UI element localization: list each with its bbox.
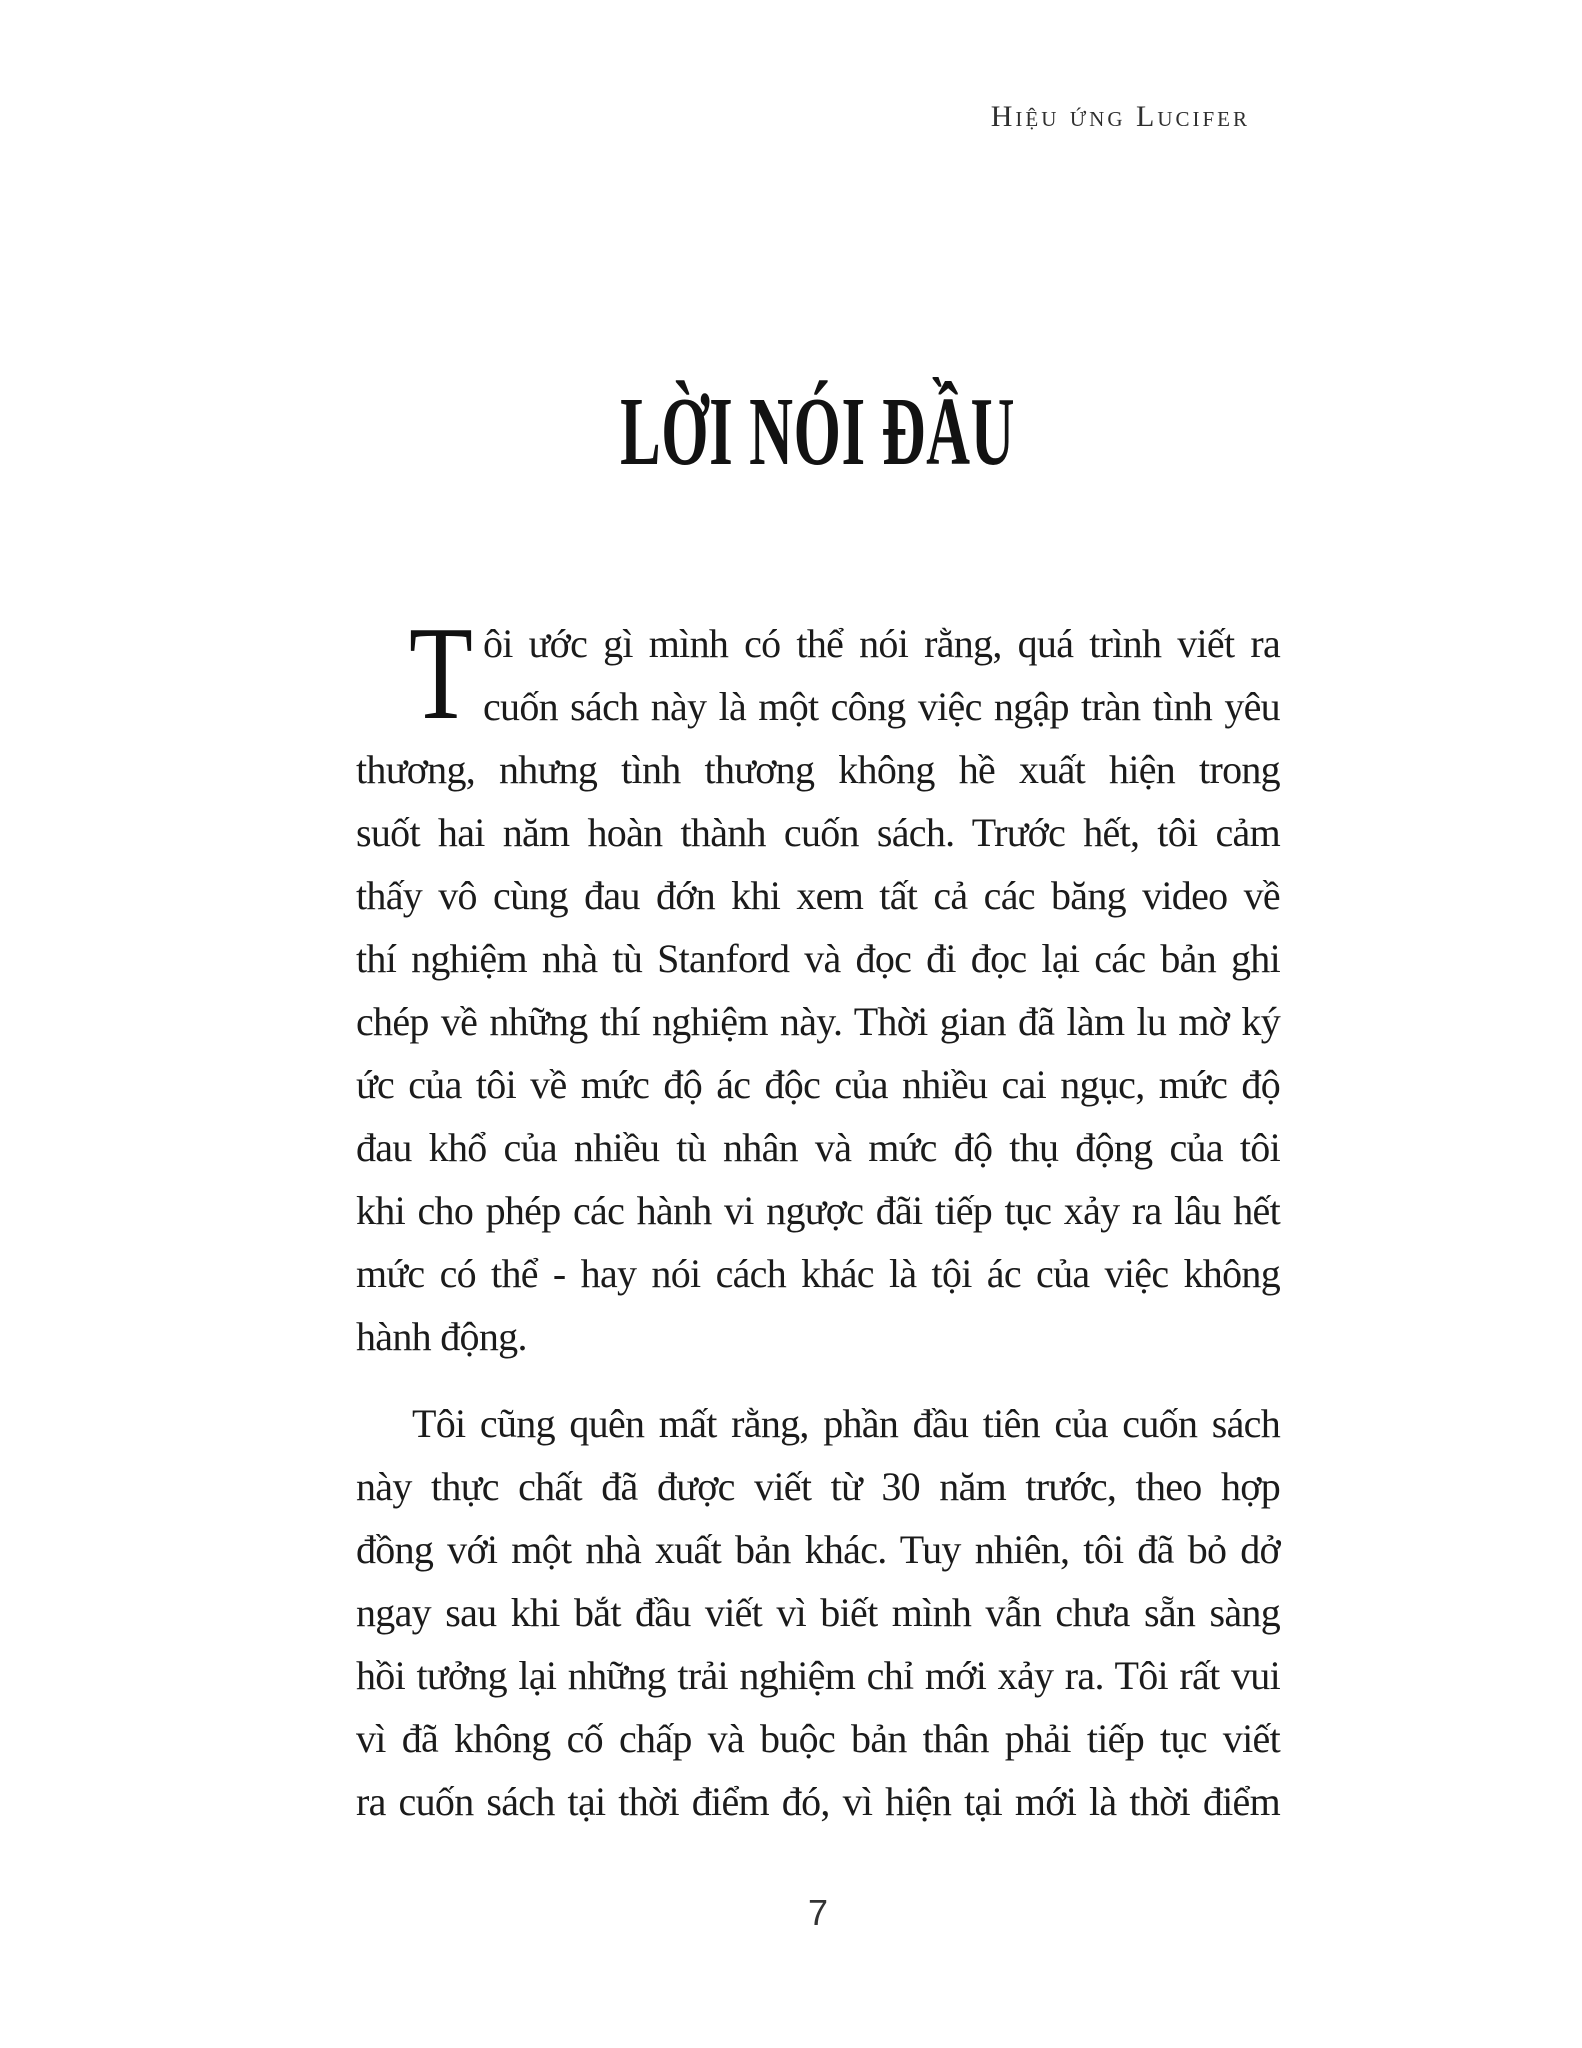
text-line: Tôi cũng quên mất rằng, phần đầu tiên của cuốn sách bbox=[412, 1401, 1280, 1446]
text-line: thí nghiệm nhà tù Stanford và đọc đi đọc lại các bản ghi bbox=[356, 936, 1280, 981]
text-line: thương, nhưng tình thương không hề xuất hiện trong bbox=[356, 747, 1280, 792]
running-header: Hiệu ứng Lucifer bbox=[990, 100, 1250, 133]
chapter-title-text: LỜI NÓI ĐẦU bbox=[620, 378, 1016, 486]
text-line: này thực chất đã được viết từ 30 năm trước, theo hợp bbox=[356, 1464, 1280, 1509]
text-line: thấy vô cùng đau đớn khi xem tất cả các băng video về bbox=[356, 873, 1280, 918]
text-line: vì đã không cố chấp và buộc bản thân phải tiếp tục viết bbox=[356, 1716, 1280, 1761]
page-number: 7 bbox=[807, 1892, 829, 1933]
text-line: chép về những thí nghiệm này. Thời gian đã làm lu mờ ký bbox=[356, 999, 1280, 1044]
text-line: khi cho phép các hành vi ngược đãi tiếp tục xảy ra lâu hết bbox=[356, 1188, 1280, 1233]
paragraph bbox=[356, 1392, 1280, 1833]
text-line: đau khổ của nhiều tù nhân và mức độ thụ động của tôi bbox=[356, 1125, 1280, 1170]
text-line: ngay sau khi bắt đầu viết vì biết mình vẫn chưa sẵn sàng bbox=[356, 1590, 1280, 1635]
text-line: đồng với một nhà xuất bản khác. Tuy nhiên, tôi đã bỏ dở bbox=[356, 1527, 1280, 1572]
body-text bbox=[356, 599, 1280, 1833]
paragraph bbox=[356, 599, 1280, 1368]
text-line: cuốn sách này là một công việc ngập tràn tình yêu bbox=[483, 684, 1280, 729]
text-line: hành động. bbox=[356, 1314, 527, 1359]
text-line: mức có thể - hay nói cách khác là tội ác của việc không bbox=[356, 1251, 1280, 1296]
drop-cap: T bbox=[409, 599, 473, 747]
text-line: ôi ước gì mình có thể nói rằng, quá trình viết ra bbox=[483, 621, 1280, 666]
text-line: suốt hai năm hoàn thành cuốn sách. Trước hết, tôi cảm bbox=[356, 810, 1280, 855]
text-line: ra cuốn sách tại thời điểm đó, vì hiện tại mới là thời điểm bbox=[356, 1779, 1280, 1824]
chapter-title bbox=[356, 378, 1280, 486]
text-line: hồi tưởng lại những trải nghiệm chỉ mới xảy ra. Tôi rất vui bbox=[356, 1653, 1280, 1698]
text-line: ức của tôi về mức độ ác độc của nhiều cai ngục, mức độ bbox=[356, 1062, 1280, 1107]
